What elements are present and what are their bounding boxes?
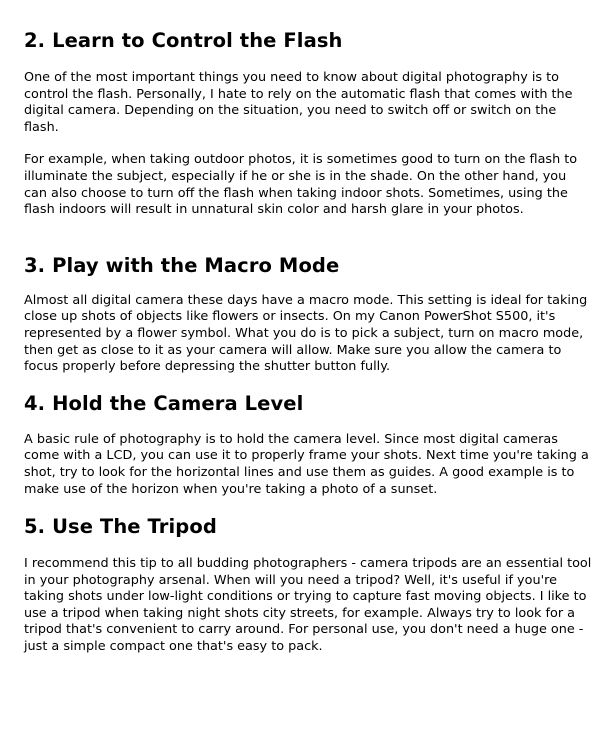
section-paragraph: One of the most important things you need to know about digital photography is to control the flash. Personally, I hate to rely on the automatic flash that comes with the digital camera. Depending on the situation, you need to switch off or switch on the flash. xyxy=(24,70,573,135)
section-camera-level xyxy=(24,392,592,498)
section-paragraph: I recommend this tip to all budding photographers - camera tripods are an essential tool in your photography arsenal. When will you need a tripod? Well, it's useful if you're taking shots under low-light conditions or trying to capture fast moving objects. I like to use a tripod when taking night shots city streets, for example. Always try to look for a tripod that's convenient to carry around. For personal use, you don't need a huge one - just a simple compact one that's easy to pack. xyxy=(24,556,592,655)
section-paragraph: A basic rule of photography is to hold the camera level. Since most digital cameras come with a LCD, you can use it to properly frame your shots. Next time you're taking a shot, try to look for the horizontal lines and use them as guides. A good example is to make use of the horizon when you're taking a photo of a sunset. xyxy=(24,431,589,497)
section-macro-mode xyxy=(24,254,592,376)
section-heading: 3. Play with the Macro Mode xyxy=(24,253,340,277)
section-control-flash xyxy=(24,29,592,219)
section-heading: 5. Use The Tripod xyxy=(24,515,217,539)
section-paragraph: For example, when taking outdoor photos, it is sometimes good to turn on the flash to illuminate the subject, especially if he or she is in the shade. On the other hand, you can also choose to turn off the flash when taking indoor shots. Sometimes, using the flash indoors will result in unnatural skin color and harsh glare in your photos. xyxy=(24,152,578,218)
section-heading: 4. Hold the Camera Level xyxy=(24,391,304,415)
section-paragraph: Almost all digital camera these days have a macro mode. This setting is ideal for taking close up shots of objects like flowers or insects. On my Canon PowerShot S500, it's represented by a flower symbol. What you do is to pick a subject, turn on macro mode, then get as close to it as your camera will allow. Make sure you allow the camera to focus properly before depressing the shutter button fully. xyxy=(24,292,588,375)
section-tripod xyxy=(24,515,592,656)
section-heading: 2. Learn to Control the Flash xyxy=(24,29,343,52)
article-body xyxy=(24,0,592,656)
